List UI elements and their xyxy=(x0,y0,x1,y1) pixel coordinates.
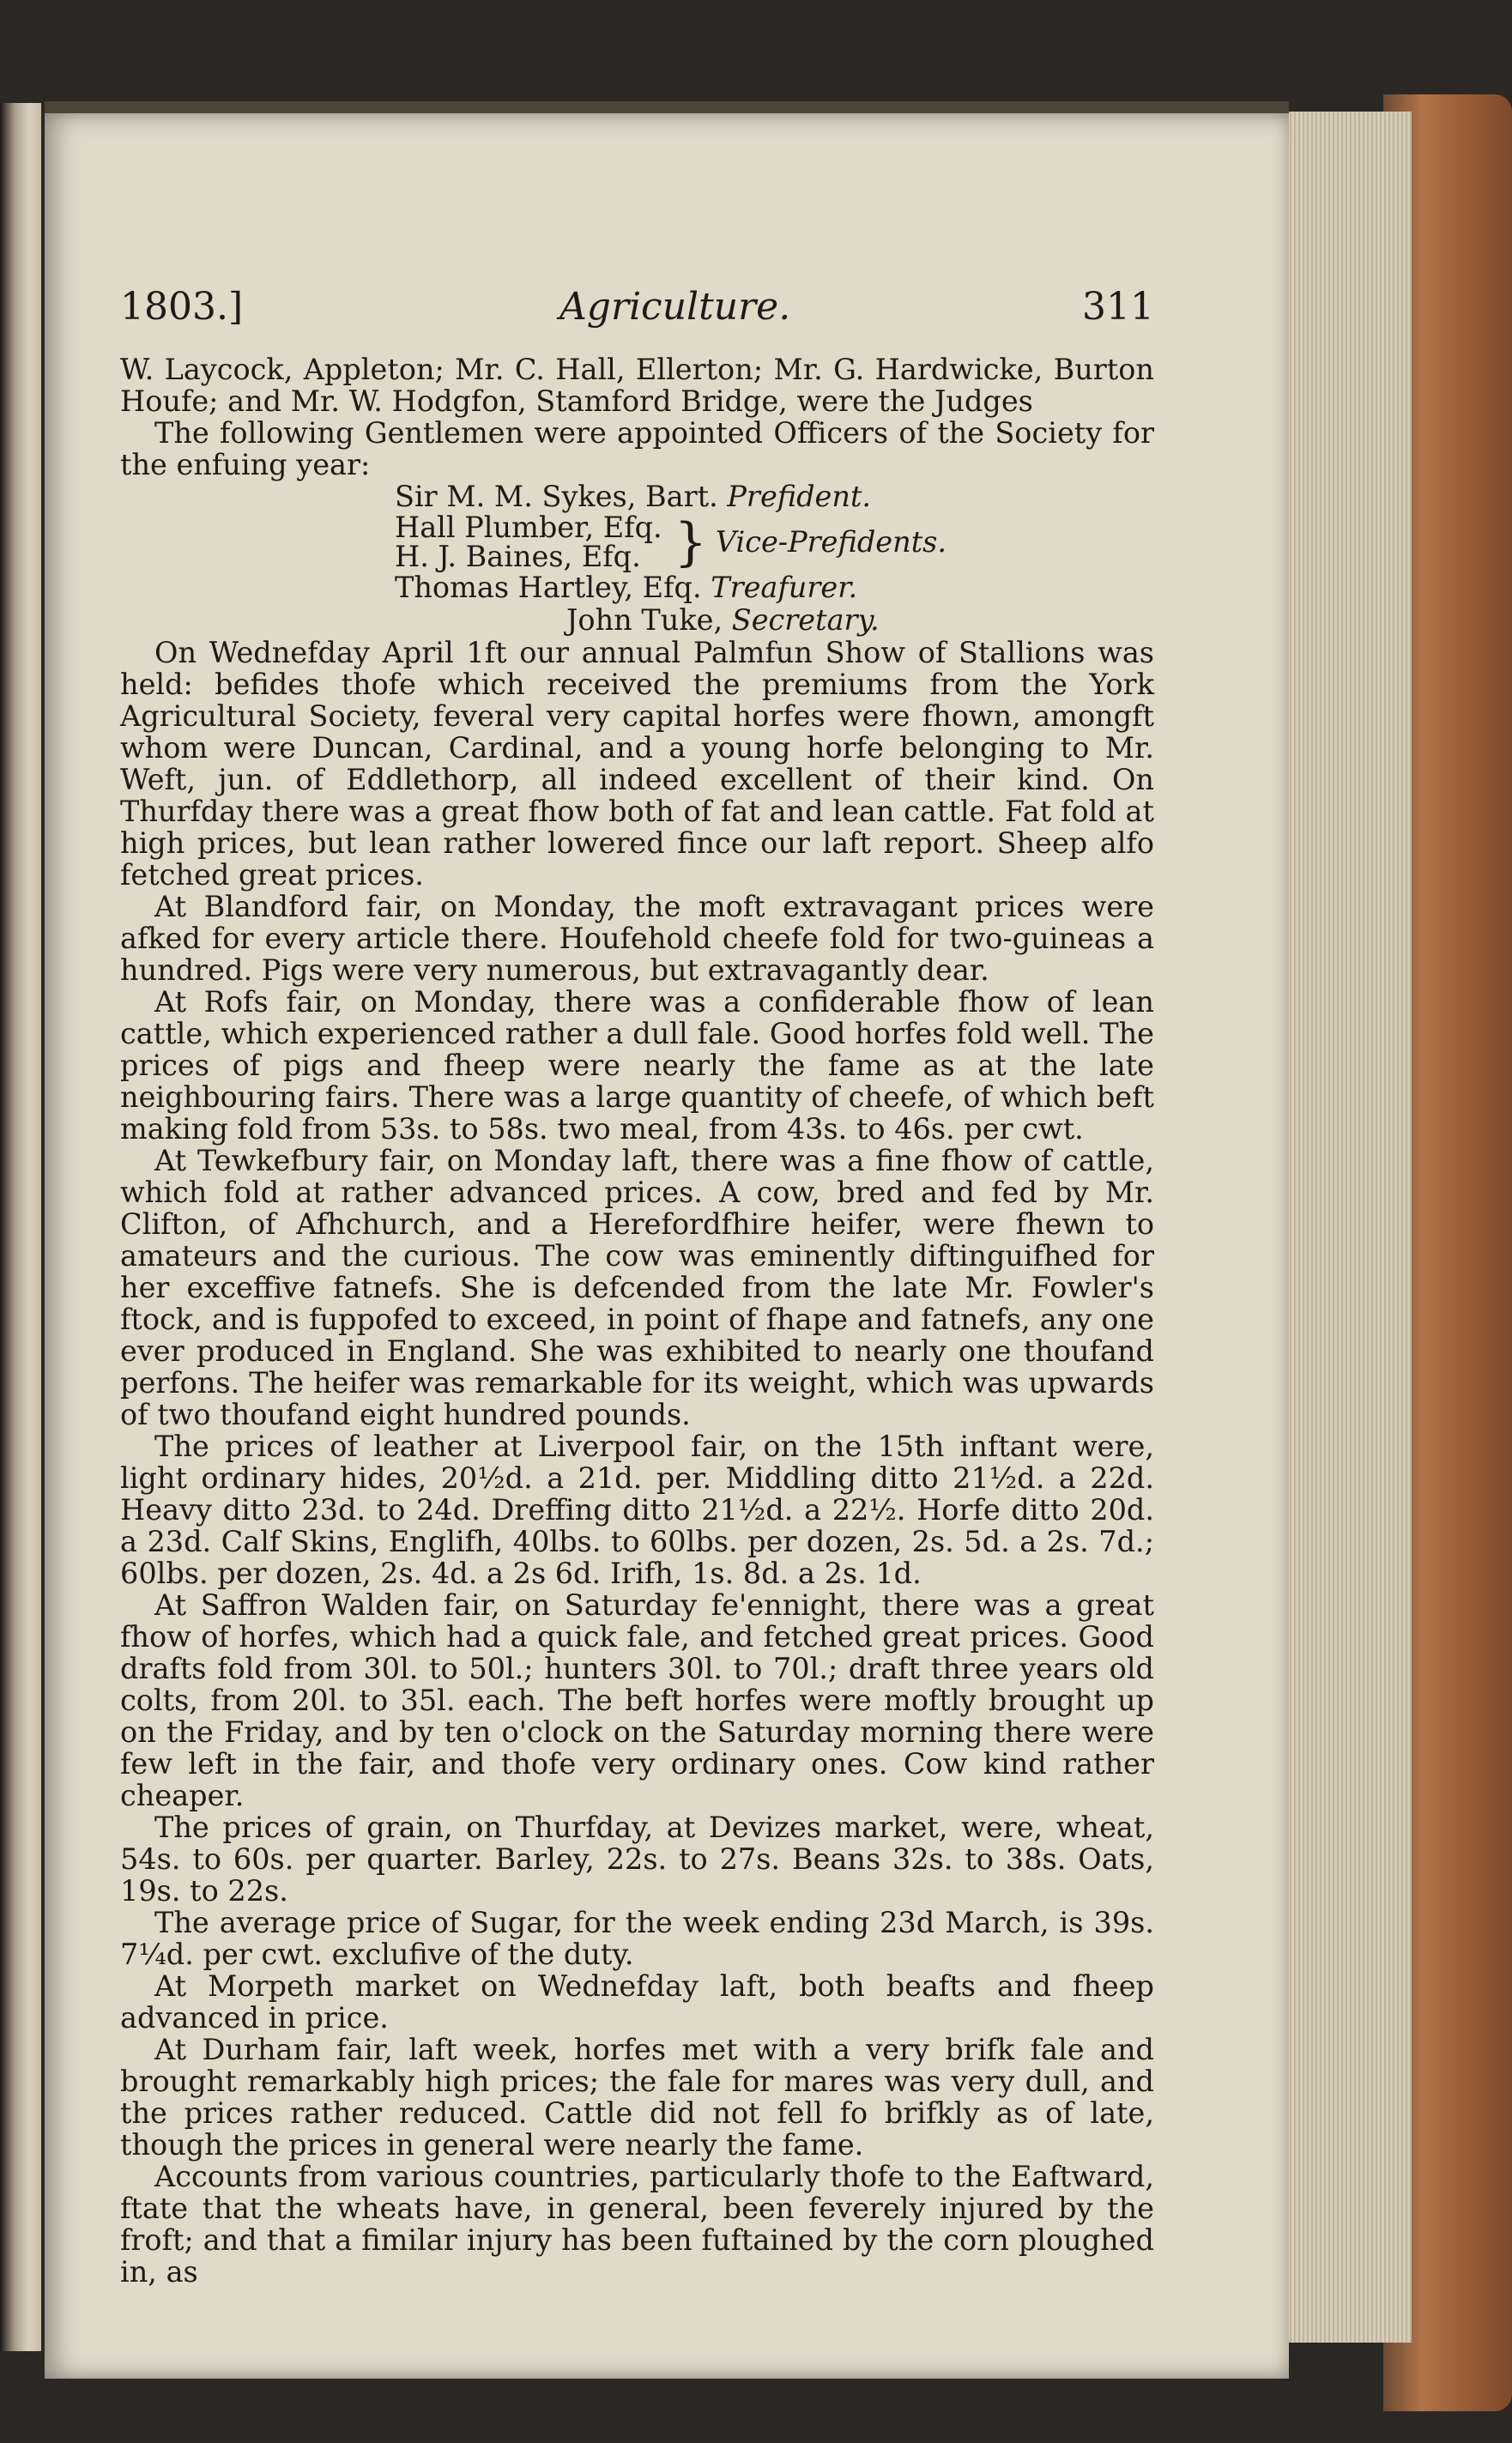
page-content xyxy=(120,285,1154,2288)
vice-presidents-block xyxy=(395,513,1154,571)
paragraph: At Blandford fair, on Monday, the moft extravagant prices were afked for every article there. Houfehold cheefe fold for two-guineas a hundred. Pigs were very numerous, but extravagantly dear. xyxy=(120,890,1154,987)
president-name: Sir M. M. Sykes, Bart. xyxy=(395,480,718,513)
paragraph: The following Gentlemen were appointed Officers of the Society for the enfuing year: xyxy=(120,416,1154,481)
paragraph: Accounts from various countries, particularly thofe to the Eaftward, ftate that the wheats have, in general, been feverely injured by the froft; and that a fimilar injury has been fuftained by the corn ploughed in, as xyxy=(120,2160,1154,2289)
officers-list xyxy=(120,481,1154,637)
paragraph: On Wednefday April 1ft our annual Palmfun Show of Stallions was held: befides thofe which received the premiums from the York Agricultural Society, feveral very capital horfes were fhown, amongft whom were Duncan, Cardinal, and a young horfe belonging to Mr. Weft, jun. of Eddlethorp, all indeed excellent of their kind. On Thurfday there was a great fhow both of fat and lean cattle. Fat fold at high prices, but lean rather lowered fince our laft report. Sheep alfo fetched great prices. xyxy=(120,636,1154,892)
president-title: Prefident. xyxy=(727,480,872,513)
header-title: Agriculture. xyxy=(559,285,791,329)
treasurer-line xyxy=(395,571,1154,604)
book-page xyxy=(45,101,1289,2379)
paragraph: At Durham fair, laft week, horfes met with a very brifk fale and brought remarkably high prices; the fale for mares was very dull, and the prices rather reduced. Cattle did not fell fo brifkly as of late, though the prices in general were nearly the fame. xyxy=(120,2033,1154,2162)
brace-icon: } xyxy=(674,512,707,572)
page-stack-edge xyxy=(1270,112,1412,2343)
paragraph: W. Laycock, Appleton; Mr. C. Hall, Ellerton; Mr. G. Hardwicke, Burton Houfe; and Mr. W. Hodgfon, Stamford Bridge, were the Judges xyxy=(120,353,1154,418)
vice-president-title: Vice-Prefidents. xyxy=(715,525,947,559)
treasurer-title: Treafurer. xyxy=(711,571,858,604)
adjacent-page-edge xyxy=(0,103,41,2351)
secretary-line xyxy=(566,604,1154,637)
paragraph: The prices of grain, on Thurfday, at Devizes market, were, wheat, 54s. to 60s. per quarter. Barley, 22s. to 27s. Beans 32s. to 38s. Oats, 19s. to 22s. xyxy=(120,1811,1154,1908)
header-year: 1803.] xyxy=(120,285,244,329)
paragraph: At Morpeth market on Wednefday laft, both beafts and fheep advanced in price. xyxy=(120,1969,1154,2035)
treasurer-name: Thomas Hartley, Efq. xyxy=(395,571,702,604)
vice-president-names xyxy=(395,513,662,571)
vice-president-1: Hall Plumber, Efq. xyxy=(395,511,662,544)
page-body xyxy=(120,354,1154,2288)
paragraph: The average price of Sugar, for the week ending 23d March, is 39s. 7¼d. per cwt. exclufive of the duty. xyxy=(120,1906,1154,1971)
president-line xyxy=(395,481,1154,513)
paragraph: At Tewkefbury fair, on Monday laft, there was a fine fhow of cattle, which fold at rather advanced prices. A cow, bred and fed by Mr. Clifton, of Afhchurch, and a Herefordfhire heifer, were fhewn to amateurs and the curious. The cow was eminently diftinguifhed for her exceffive fatnefs. She is defcended from the late Mr. Fowler's ftock, and is fuppofed to exceed, in point of fhape and fatnefs, any one ever produced in England. She was exhibited to nearly one thoufand perfons. The heifer was remarkable for its weight, which was upwards of two thoufand eight hundred pounds. xyxy=(120,1144,1154,1431)
paragraph: At Rofs fair, on Monday, there was a confiderable fhow of lean cattle, which experienced rather a dull fale. Good horfes fold well. The prices of pigs and fheep were nearly the fame as at the late neighbouring fairs. There was a large quantity of cheefe, of which beft making fold from 53s. to 58s. two meal, from 43s. to 46s. per cwt. xyxy=(120,985,1154,1146)
secretary-name: John Tuke, xyxy=(566,603,723,637)
page-number: 311 xyxy=(1082,285,1154,329)
paragraph: The prices of leather at Liverpool fair, on the 15th inftant were, light ordinary hides, 20½d. a 21d. per. Middling ditto 21½d. a 22d. Heavy ditto 23d. to 24d. Dreffing ditto 21½d. a 22½. Horfe ditto 20d. a 23d. Calf Skins, Englifh, 40lbs. to 60lbs. per dozen, 2s. 5d. a 2s. 7d.; 60lbs. per dozen, 2s. 4d. a 2s 6d. Irifh, 1s. 8d. a 2s. 1d. xyxy=(120,1430,1154,1590)
paragraph: At Saffron Walden fair, on Saturday fe'ennight, there was a great fhow of horfes, which had a quick fale, and fetched great prices. Good drafts fold from 30l. to 50l.; hunters 30l. to 70l.; draft three years old colts, from 20l. to 35l. each. The beft horfes were moftly brought up on the Friday, and by ten o'clock on the Saturday morning there were few left in the fair, and thofe very ordinary ones. Cow kind rather cheaper. xyxy=(120,1588,1154,1812)
running-header xyxy=(120,285,1154,354)
vice-president-2: H. J. Baines, Efq. xyxy=(395,540,641,573)
secretary-title: Secretary. xyxy=(731,603,880,637)
